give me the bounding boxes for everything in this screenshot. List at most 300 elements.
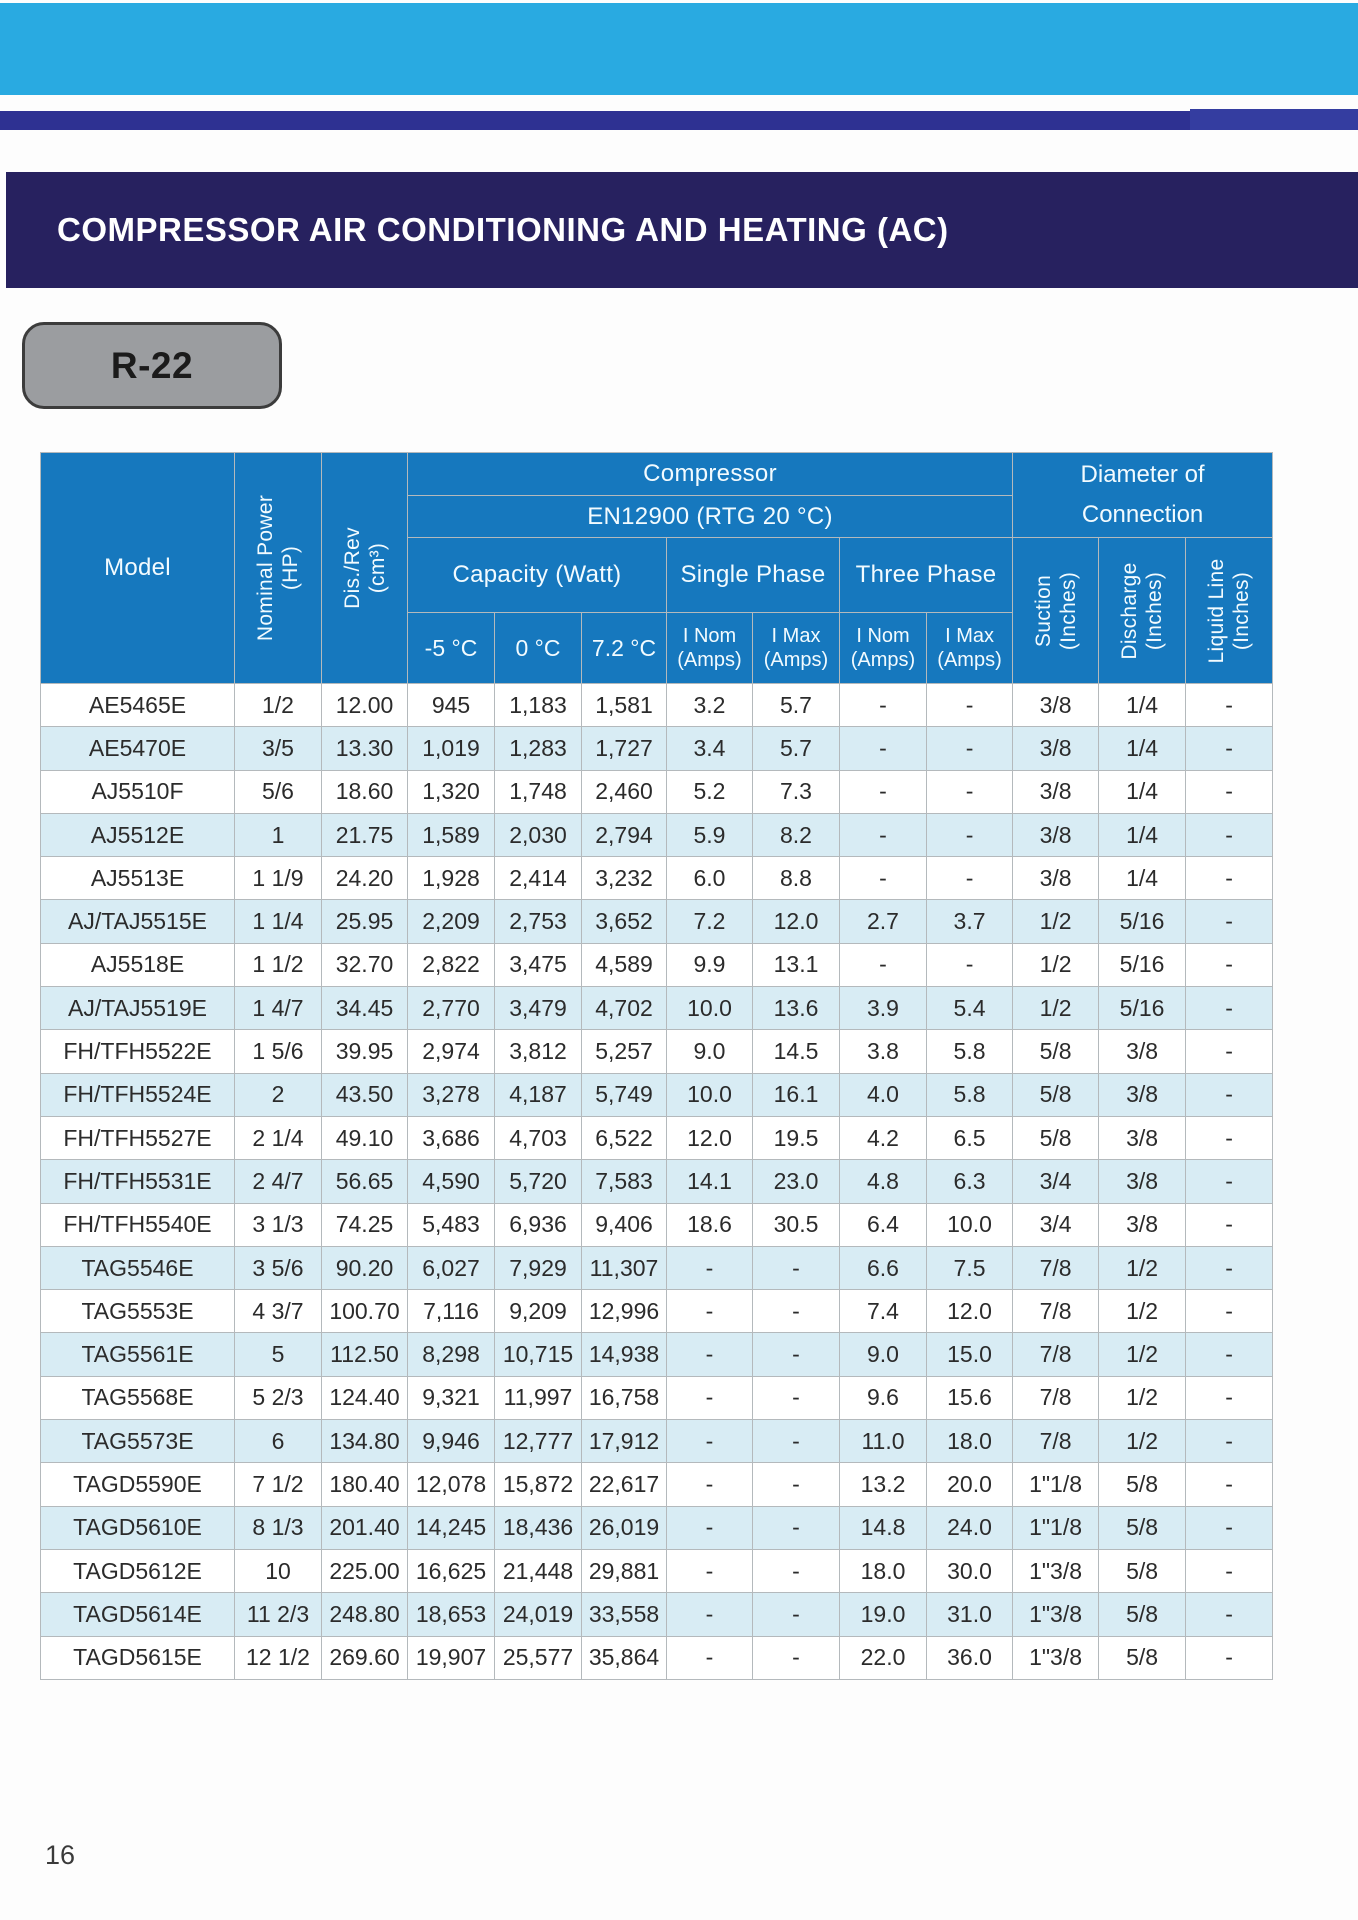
cell: - [753, 1290, 840, 1333]
cell: FH/TFH5531E [41, 1160, 235, 1203]
cell: 5.9 [667, 813, 753, 856]
cell: FH/TFH5522E [41, 1030, 235, 1073]
cell: 6.4 [840, 1203, 927, 1246]
cell: 4.2 [840, 1116, 927, 1159]
cell: 5/16 [1099, 987, 1186, 1030]
cell: 7.3 [753, 770, 840, 813]
table-header [41, 453, 1273, 684]
cell: - [1186, 727, 1273, 770]
compressor-spec-table [40, 452, 1273, 1680]
cell: 11.0 [840, 1420, 927, 1463]
cell: 5/6 [235, 770, 322, 813]
cell: 1,581 [582, 684, 667, 727]
cell: 7.4 [840, 1290, 927, 1333]
cell: FH/TFH5540E [41, 1203, 235, 1246]
table-row [41, 1290, 1273, 1333]
cell: - [1186, 1333, 1273, 1376]
cell: 8,298 [408, 1333, 495, 1376]
cell: 3/8 [1099, 1030, 1186, 1073]
cell: - [667, 1506, 753, 1549]
page-number: 16 [45, 1840, 76, 1870]
cell: 9.0 [667, 1030, 753, 1073]
col-header-temp-minus5: -5 °C [408, 613, 495, 684]
cell: 13.2 [840, 1463, 927, 1506]
cell: - [1186, 900, 1273, 943]
table-row [41, 1333, 1273, 1376]
cell: 10 [235, 1549, 322, 1592]
cell: - [1186, 1376, 1273, 1419]
top-indigo-band-right [1190, 109, 1358, 130]
cell: 1,589 [408, 813, 495, 856]
col-header-nominal-power [235, 453, 322, 684]
cell: - [667, 1593, 753, 1636]
table-row [41, 1073, 1273, 1116]
cell: 15.6 [927, 1376, 1013, 1419]
cell: - [927, 943, 1013, 986]
cell: - [1186, 1073, 1273, 1116]
title-band [6, 172, 1358, 288]
cell: - [753, 1246, 840, 1289]
table-row [41, 770, 1273, 813]
cell: 3/8 [1013, 727, 1099, 770]
cell: 12.00 [322, 684, 408, 727]
cell: 16,625 [408, 1549, 495, 1592]
cell: 18,653 [408, 1593, 495, 1636]
cell: 124.40 [322, 1376, 408, 1419]
cell: 9,406 [582, 1203, 667, 1246]
cell: - [840, 770, 927, 813]
cell: 1"3/8 [1013, 1593, 1099, 1636]
group-header-single-phase: Single Phase [667, 538, 840, 613]
cell: 201.40 [322, 1506, 408, 1549]
cell: 5/8 [1013, 1073, 1099, 1116]
cell: 1,320 [408, 770, 495, 813]
cell: 14,245 [408, 1506, 495, 1549]
cell: 13.1 [753, 943, 840, 986]
table-row [41, 684, 1273, 727]
cell: 16,758 [582, 1376, 667, 1419]
cell: - [667, 1376, 753, 1419]
cell: 30.0 [927, 1549, 1013, 1592]
table-row [41, 1463, 1273, 1506]
cell: 1 1/2 [235, 943, 322, 986]
cell: 2,753 [495, 900, 582, 943]
cell: 2,414 [495, 857, 582, 900]
table-row [41, 1420, 1273, 1463]
cell: 3.9 [840, 987, 927, 1030]
cell: 5/8 [1013, 1030, 1099, 1073]
cell: - [840, 727, 927, 770]
cell: - [927, 684, 1013, 727]
cell: 8 1/3 [235, 1506, 322, 1549]
cell: - [753, 1636, 840, 1679]
cell: 1/2 [1013, 987, 1099, 1030]
cell: 7/8 [1013, 1333, 1099, 1376]
cell: 23.0 [753, 1160, 840, 1203]
cell: - [1186, 943, 1273, 986]
cell: 112.50 [322, 1333, 408, 1376]
cell: 6.6 [840, 1246, 927, 1289]
cell: 25,577 [495, 1636, 582, 1679]
cell: 12.0 [927, 1290, 1013, 1333]
cell: 14.8 [840, 1506, 927, 1549]
cell: 4.0 [840, 1073, 927, 1116]
cell: - [667, 1420, 753, 1463]
col-header-model: Model [41, 453, 235, 684]
cell: 29,881 [582, 1549, 667, 1592]
cell: 13.6 [753, 987, 840, 1030]
col-header-temp-0: 0 °C [495, 613, 582, 684]
cell: 24,019 [495, 1593, 582, 1636]
cell: 225.00 [322, 1549, 408, 1592]
cell: 3.4 [667, 727, 753, 770]
cell: 1/2 [1099, 1420, 1186, 1463]
cell: 3/4 [1013, 1203, 1099, 1246]
cell: 33,558 [582, 1593, 667, 1636]
cell: - [667, 1463, 753, 1506]
cell: AJ5513E [41, 857, 235, 900]
cell: 269.60 [322, 1636, 408, 1679]
cell: TAG5546E [41, 1246, 235, 1289]
cell: 180.40 [322, 1463, 408, 1506]
cell: 10.0 [667, 987, 753, 1030]
cell: 2,030 [495, 813, 582, 856]
cell: 7,929 [495, 1246, 582, 1289]
cell: - [1186, 1593, 1273, 1636]
cell: AJ/TAJ5519E [41, 987, 235, 1030]
cell: 1/2 [1099, 1246, 1186, 1289]
table-body [41, 684, 1273, 1680]
cell: 5,749 [582, 1073, 667, 1116]
cell: 18,436 [495, 1506, 582, 1549]
cell: 31.0 [927, 1593, 1013, 1636]
cell: 7/8 [1013, 1290, 1099, 1333]
cell: 3/8 [1099, 1203, 1186, 1246]
cell: - [753, 1593, 840, 1636]
cell: 10.0 [667, 1073, 753, 1116]
cell: - [1186, 1463, 1273, 1506]
cell: 74.25 [322, 1203, 408, 1246]
group-header-en12900: EN12900 (RTG 20 °C) [408, 496, 1013, 538]
cell: 5/16 [1099, 900, 1186, 943]
table-row [41, 857, 1273, 900]
group-header-compressor: Compressor [408, 453, 1013, 496]
cell: 134.80 [322, 1420, 408, 1463]
cell: 3 1/3 [235, 1203, 322, 1246]
cell: 1"3/8 [1013, 1549, 1099, 1592]
cell: 1"3/8 [1013, 1636, 1099, 1679]
cell: 4,590 [408, 1160, 495, 1203]
group-header-three-phase: Three Phase [840, 538, 1013, 613]
cell: 22,617 [582, 1463, 667, 1506]
cell: 2 4/7 [235, 1160, 322, 1203]
cell: 8.8 [753, 857, 840, 900]
cell: 4,589 [582, 943, 667, 986]
cell: 9,321 [408, 1376, 495, 1419]
cell: 1/4 [1099, 770, 1186, 813]
col-header-suction [1013, 538, 1099, 684]
cell: TAGD5590E [41, 1463, 235, 1506]
cell: 3/8 [1099, 1116, 1186, 1159]
cell: 12.0 [753, 900, 840, 943]
cell: - [1186, 987, 1273, 1030]
cell: 13.30 [322, 727, 408, 770]
cell: 21,448 [495, 1549, 582, 1592]
cell: 10.0 [927, 1203, 1013, 1246]
cell: 4,703 [495, 1116, 582, 1159]
cell: 3/4 [1013, 1160, 1099, 1203]
cell: - [1186, 813, 1273, 856]
cell: 1/4 [1099, 813, 1186, 856]
cell: - [1186, 1290, 1273, 1333]
cell: 3,686 [408, 1116, 495, 1159]
cell: - [1186, 1246, 1273, 1289]
cell: TAG5568E [41, 1376, 235, 1419]
cell: 19.5 [753, 1116, 840, 1159]
cell: 5.7 [753, 684, 840, 727]
cell: TAG5573E [41, 1420, 235, 1463]
cell: 7,583 [582, 1160, 667, 1203]
cell: 5,257 [582, 1030, 667, 1073]
cell: - [927, 813, 1013, 856]
cell: 10,715 [495, 1333, 582, 1376]
col-header-temp-72: 7.2 °C [582, 613, 667, 684]
cell: 7.5 [927, 1246, 1013, 1289]
cell: - [667, 1290, 753, 1333]
cell: - [753, 1376, 840, 1419]
cell: 20.0 [927, 1463, 1013, 1506]
cell: - [667, 1549, 753, 1592]
cell: 5.4 [927, 987, 1013, 1030]
cell: AJ/TAJ5515E [41, 900, 235, 943]
cell: 16.1 [753, 1073, 840, 1116]
cell: 17,912 [582, 1420, 667, 1463]
cell: - [667, 1636, 753, 1679]
table-row [41, 1160, 1273, 1203]
cell: 1,019 [408, 727, 495, 770]
table-row [41, 900, 1273, 943]
cell: - [1186, 1116, 1273, 1159]
cell: 9,209 [495, 1290, 582, 1333]
cell: - [840, 813, 927, 856]
cell: 3,652 [582, 900, 667, 943]
cell: 7/8 [1013, 1376, 1099, 1419]
cell: 4,187 [495, 1073, 582, 1116]
cell: 9,946 [408, 1420, 495, 1463]
refrigerant-badge-label: R-22 [110, 344, 194, 386]
cell: AJ5510F [41, 770, 235, 813]
cell: 24.0 [927, 1506, 1013, 1549]
cell: 3.8 [840, 1030, 927, 1073]
cell: 6,936 [495, 1203, 582, 1246]
cell: - [927, 727, 1013, 770]
cell: 3/8 [1013, 813, 1099, 856]
cell: FH/TFH5524E [41, 1073, 235, 1116]
cell: 15,872 [495, 1463, 582, 1506]
rotated-label: Discharge (Inches) [1118, 561, 1167, 660]
cell: 2,770 [408, 987, 495, 1030]
cell: 2 1/4 [235, 1116, 322, 1159]
cell: 5/8 [1099, 1463, 1186, 1506]
cell: - [1186, 770, 1273, 813]
cell: 1/2 [1013, 900, 1099, 943]
top-cyan-band [0, 3, 1358, 95]
cell: 12 1/2 [235, 1636, 322, 1679]
cell: 56.65 [322, 1160, 408, 1203]
cell: 3/8 [1013, 857, 1099, 900]
cell: 2,460 [582, 770, 667, 813]
cell: - [1186, 1420, 1273, 1463]
cell: 5.7 [753, 727, 840, 770]
col-header-liquid-line [1186, 538, 1273, 684]
cell: 5/8 [1099, 1549, 1186, 1592]
cell: 19.0 [840, 1593, 927, 1636]
table-row [41, 727, 1273, 770]
cell: 26,019 [582, 1506, 667, 1549]
group-header-diameter: Diameter of Connection [1013, 453, 1273, 538]
cell: 1"1/8 [1013, 1463, 1099, 1506]
cell: 5,483 [408, 1203, 495, 1246]
cell: AE5470E [41, 727, 235, 770]
cell: - [667, 1333, 753, 1376]
cell: 1 1/9 [235, 857, 322, 900]
cell: TAGD5614E [41, 1593, 235, 1636]
cell: 5.8 [927, 1073, 1013, 1116]
cell: 43.50 [322, 1073, 408, 1116]
cell: 18.0 [840, 1549, 927, 1592]
table-row [41, 987, 1273, 1030]
cell: - [753, 1549, 840, 1592]
cell: 2.7 [840, 900, 927, 943]
cell: TAG5553E [41, 1290, 235, 1333]
cell: 3,232 [582, 857, 667, 900]
cell: 9.9 [667, 943, 753, 986]
table-row [41, 1636, 1273, 1679]
col-header-sp-imax: I Max (Amps) [753, 613, 840, 684]
cell: 7,116 [408, 1290, 495, 1333]
cell: 1/2 [1099, 1376, 1186, 1419]
table-row [41, 1116, 1273, 1159]
cell: - [840, 857, 927, 900]
col-header-tp-imax: I Max (Amps) [927, 613, 1013, 684]
table-row [41, 1203, 1273, 1246]
cell: 11 2/3 [235, 1593, 322, 1636]
cell: 8.2 [753, 813, 840, 856]
cell: 7.2 [667, 900, 753, 943]
cell: 32.70 [322, 943, 408, 986]
cell: - [1186, 1160, 1273, 1203]
cell: - [667, 1246, 753, 1289]
cell: 1/2 [235, 684, 322, 727]
cell: 18.6 [667, 1203, 753, 1246]
table-row [41, 1593, 1273, 1636]
cell: 34.45 [322, 987, 408, 1030]
cell: - [1186, 1506, 1273, 1549]
cell: 14.5 [753, 1030, 840, 1073]
cell: 3,479 [495, 987, 582, 1030]
cell: - [753, 1506, 840, 1549]
cell: 7/8 [1013, 1420, 1099, 1463]
cell: 100.70 [322, 1290, 408, 1333]
cell: - [753, 1333, 840, 1376]
cell: 945 [408, 684, 495, 727]
cell: 7/8 [1013, 1246, 1099, 1289]
rotated-label: Liquid Line (Inches) [1205, 558, 1254, 663]
cell: 2 [235, 1073, 322, 1116]
cell: 2,209 [408, 900, 495, 943]
cell: 5/8 [1099, 1506, 1186, 1549]
cell: AE5465E [41, 684, 235, 727]
cell: 2,974 [408, 1030, 495, 1073]
top-indigo-band [0, 111, 1358, 130]
cell: 24.20 [322, 857, 408, 900]
cell: 1,727 [582, 727, 667, 770]
cell: 3/8 [1099, 1073, 1186, 1116]
cell: 5 2/3 [235, 1376, 322, 1419]
cell: 11,997 [495, 1376, 582, 1419]
cell: 5.2 [667, 770, 753, 813]
cell: - [1186, 857, 1273, 900]
cell: - [753, 1420, 840, 1463]
cell: 1/2 [1099, 1290, 1186, 1333]
cell: 14,938 [582, 1333, 667, 1376]
cell: 39.95 [322, 1030, 408, 1073]
cell: 1/4 [1099, 684, 1186, 727]
cell: 1/2 [1099, 1333, 1186, 1376]
cell: 21.75 [322, 813, 408, 856]
cell: - [927, 857, 1013, 900]
cell: 2,822 [408, 943, 495, 986]
cell: 3/5 [235, 727, 322, 770]
cell: AJ5512E [41, 813, 235, 856]
cell: 4 3/7 [235, 1290, 322, 1333]
cell: 5 [235, 1333, 322, 1376]
cell: 1/4 [1099, 727, 1186, 770]
cell: 5.8 [927, 1030, 1013, 1073]
cell: 1/4 [1099, 857, 1186, 900]
cell: 6,027 [408, 1246, 495, 1289]
cell: 6 [235, 1420, 322, 1463]
cell: - [1186, 684, 1273, 727]
cell: TAGD5610E [41, 1506, 235, 1549]
cell: 30.5 [753, 1203, 840, 1246]
cell: 5/8 [1013, 1116, 1099, 1159]
cell: 6.5 [927, 1116, 1013, 1159]
cell: TAGD5612E [41, 1549, 235, 1592]
cell: 6.3 [927, 1160, 1013, 1203]
cell: 3/8 [1013, 770, 1099, 813]
cell: 18.0 [927, 1420, 1013, 1463]
cell: FH/TFH5527E [41, 1116, 235, 1159]
cell: 25.95 [322, 900, 408, 943]
cell: 3,278 [408, 1073, 495, 1116]
table-row [41, 943, 1273, 986]
cell: 14.1 [667, 1160, 753, 1203]
col-header-discharge [1099, 538, 1186, 684]
cell: - [1186, 1549, 1273, 1592]
col-header-sp-inom: I Nom (Amps) [667, 613, 753, 684]
cell: - [1186, 1636, 1273, 1679]
cell: TAGD5615E [41, 1636, 235, 1679]
table-row [41, 813, 1273, 856]
cell: 9.6 [840, 1376, 927, 1419]
cell: 4,702 [582, 987, 667, 1030]
cell: 3,475 [495, 943, 582, 986]
cell: 12,996 [582, 1290, 667, 1333]
cell: 18.60 [322, 770, 408, 813]
table-row [41, 1030, 1273, 1073]
cell: 12.0 [667, 1116, 753, 1159]
